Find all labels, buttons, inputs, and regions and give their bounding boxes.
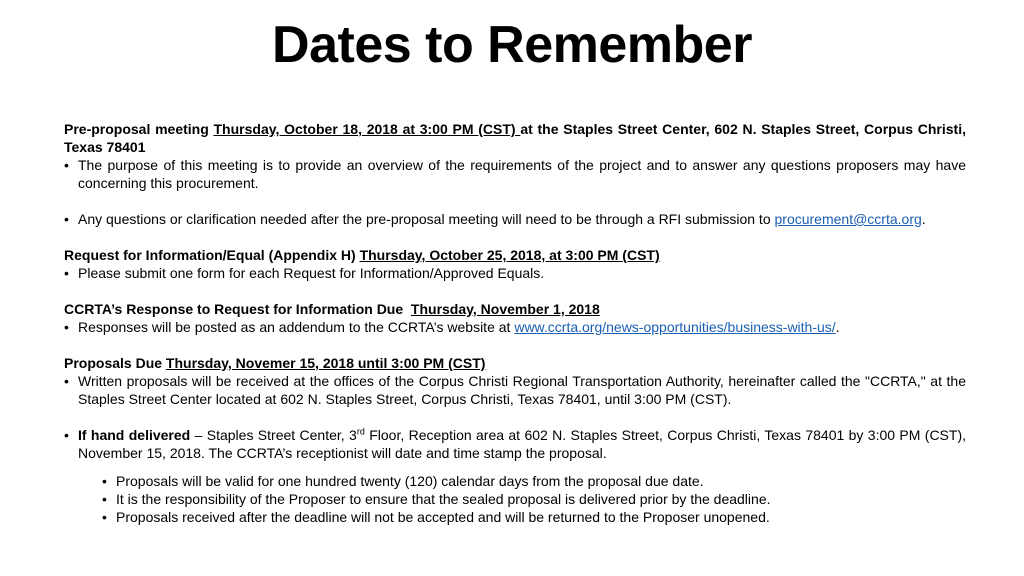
list-item (102, 508, 966, 526)
list-item (64, 426, 966, 462)
preproposal-date: Thursday, October 18, 2018 at 3:00 PM (CST) (213, 121, 521, 137)
rfi-date: Thursday, October 25, 2018, at 3:00 PM (CST) (359, 247, 660, 263)
list-item (102, 490, 966, 508)
sub-bullet-responsibility: It is the responsibility of the Proposer to ensure that the sealed proposal is delivered prior by the deadline. (116, 491, 771, 507)
bullet-icon: • (64, 157, 69, 173)
proposals-date: Thursday, Novemer 15, 2018 until 3:00 PM (CST) (165, 355, 486, 371)
response-heading (64, 300, 966, 318)
questions-text: Any questions or clarification needed after the pre-proposal meeting will need to be through a RFI submission to (78, 211, 775, 227)
questions-end: . (921, 211, 926, 227)
response-date: Thursday, November 1, 2018 (410, 301, 600, 317)
sub-bullet-validity: Proposals will be valid for one hundred twenty (120) calendar days from the proposal due date. (116, 473, 704, 489)
preproposal-label: Pre-proposal meeting (64, 121, 214, 137)
preproposal-purpose: The purpose of this meeting is to provide an overview of the requirements of the project and to answer any questions proposers may have concerning this procurement. (78, 157, 966, 191)
hand-delivered-text-2: Floor, Reception area at 602 N. Staples Street, Corpus Christi, Texas 78401 by 3:00 PM (CST), November 15, 2018. The CCRTA’s receptionist will date and time stamp the proposal. (78, 427, 966, 461)
bullet-icon: • (64, 319, 69, 335)
ccrta-website-link[interactable]: www.ccrta.org/news-opportunities/business-with-us/ (514, 319, 836, 335)
rfi-heading (64, 246, 966, 264)
response-text: Responses will be posted as an addendum to the CCRTA’s website at (78, 319, 515, 335)
bullet-icon: • (64, 265, 69, 281)
hand-delivered-label: If hand delivered (78, 427, 191, 443)
page-title: Dates to Remember (272, 16, 752, 74)
proposals-heading (64, 354, 966, 372)
preproposal-heading (64, 120, 966, 156)
list-item (64, 372, 966, 408)
procurement-email-link[interactable]: procurement@ccrta.org (774, 211, 922, 227)
hand-delivered-sup: rd (356, 426, 365, 437)
list-item (64, 210, 966, 228)
preproposal-questions (78, 210, 966, 228)
bullet-icon: • (102, 509, 107, 525)
list-item (64, 318, 966, 336)
hand-delivered-text-1: – Staples Street Center, 3 (190, 427, 357, 443)
response-info (78, 318, 966, 336)
rfi-instruction: Please submit one form for each Request for Information/Approved Equals. (78, 265, 545, 281)
response-label: CCRTA’s Response to Request for Information Due (64, 301, 411, 317)
bullet-icon: • (64, 427, 69, 443)
bullet-icon: • (64, 373, 69, 389)
response-end: . (835, 319, 840, 335)
list-item (64, 264, 966, 282)
list-item (64, 156, 966, 192)
bullet-icon: • (102, 491, 107, 507)
sub-bullet-late: Proposals received after the deadline will not be accepted and will be returned to the Proposer unopened. (116, 509, 770, 525)
proposals-label: Proposals Due (64, 355, 166, 371)
hand-delivered (78, 426, 966, 462)
rfi-label: Request for Information/Equal (Appendix H) (64, 247, 360, 263)
preproposal-location: at the Staples Street Center, 602 N. Staples Street, Corpus Christi, Texas 78401 (64, 121, 966, 155)
bullet-icon: • (102, 473, 107, 489)
dates-content (64, 120, 966, 526)
written-proposals: Written proposals will be received at the offices of the Corpus Christi Regional Transportation Authority, hereinafter called the "CCRTA," at the Staples Street Center located at 602 N. Staples Street, Corpus Christi, Texas 78401, until 3:00 PM (CST). (78, 373, 966, 407)
bullet-icon: • (64, 211, 69, 227)
list-item (102, 472, 966, 490)
